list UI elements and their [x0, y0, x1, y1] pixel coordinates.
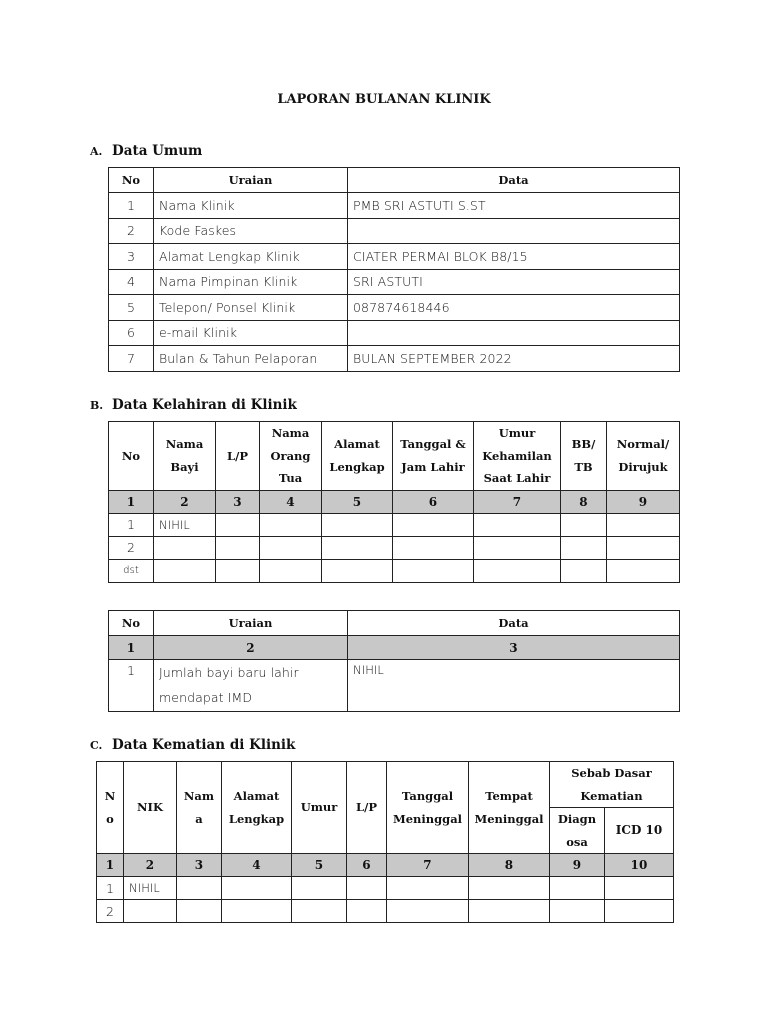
table-row [109, 295, 680, 321]
cell [393, 559, 474, 582]
header-no: No [109, 611, 154, 636]
row-no: 4 [109, 269, 154, 295]
col-number: 4 [222, 854, 292, 877]
cell [347, 900, 387, 923]
cell [322, 513, 393, 536]
header-no: N o [97, 762, 124, 854]
table-row [97, 900, 674, 923]
table-row [109, 320, 680, 346]
table-row [109, 559, 680, 582]
table-row [109, 269, 680, 295]
row-uraian: Telepon/ Ponsel Klinik [154, 295, 348, 321]
row-data: SRI ASTUTI [348, 269, 680, 295]
col-number: 9 [607, 490, 680, 513]
col-number: 9 [550, 854, 605, 877]
row-data: PMB SRI ASTUTI S.ST [348, 193, 680, 219]
header-uraian: Uraian [154, 611, 348, 636]
col-number: 7 [387, 854, 469, 877]
header-tanggal-jam-lahir: Tanggal & Jam Lahir [393, 422, 474, 491]
header-diagnosa: Diagn osa [550, 808, 605, 854]
row-uraian: Nama Klinik [154, 193, 348, 219]
cell [216, 513, 260, 536]
table-header-row [109, 422, 680, 491]
cell [607, 559, 680, 582]
cell [177, 900, 222, 923]
cell [605, 900, 674, 923]
row-no: dst [109, 559, 154, 582]
row-data: 087874618446 [348, 295, 680, 321]
col-number: 1 [97, 854, 124, 877]
section-c-letter: C. [90, 739, 103, 752]
cell [387, 900, 469, 923]
col-number: 2 [154, 490, 216, 513]
column-number-row [97, 854, 674, 877]
report-title: LAPORAN BULANAN KLINIK [277, 92, 491, 107]
cell [393, 513, 474, 536]
cell [292, 877, 347, 900]
row-no: 2 [97, 900, 124, 923]
cell [292, 900, 347, 923]
cell [550, 877, 605, 900]
col-number: 5 [322, 490, 393, 513]
header-data: Data [348, 611, 680, 636]
section-b-heading [90, 397, 297, 413]
imd-table [108, 610, 680, 712]
table-header-row [97, 762, 674, 808]
section-c-title: Data Kematian di Klinik [112, 737, 296, 753]
cell [260, 513, 322, 536]
col-number: 6 [393, 490, 474, 513]
row-data: NIHIL [348, 660, 680, 712]
row-data [348, 320, 680, 346]
header-lp: L/P [216, 422, 260, 491]
cell [474, 536, 561, 559]
col-number: 6 [347, 854, 387, 877]
row-uraian: Bulan & Tahun Pelaporan [154, 346, 348, 372]
cell [322, 559, 393, 582]
col-number: 4 [260, 490, 322, 513]
row-uraian: e-mail Klinik [154, 320, 348, 346]
row-no: 6 [109, 320, 154, 346]
table-row [109, 660, 680, 712]
header-normal-dirujuk: Normal/ Dirujuk [607, 422, 680, 491]
cell [260, 536, 322, 559]
cell [550, 900, 605, 923]
cell [561, 513, 607, 536]
row-uraian: Nama Pimpinan Klinik [154, 269, 348, 295]
row-no: 1 [109, 193, 154, 219]
header-icd10: ICD 10 [605, 808, 674, 854]
row-no: 2 [109, 218, 154, 244]
col-number: 2 [154, 636, 348, 660]
cell [322, 536, 393, 559]
header-bb-tb: BB/ TB [561, 422, 607, 491]
section-a-heading [90, 143, 202, 159]
table-row [109, 193, 680, 219]
row-nama-bayi: NIHIL [154, 513, 216, 536]
header-nama: Nam a [177, 762, 222, 854]
row-no: 5 [109, 295, 154, 321]
col-number: 8 [469, 854, 550, 877]
table-row [109, 536, 680, 559]
row-no: 1 [109, 660, 154, 712]
header-umur-kehamilan: Umur Kehamilan Saat Lahir [474, 422, 561, 491]
table-header-row [109, 168, 680, 193]
header-uraian: Uraian [154, 168, 348, 193]
section-b-letter: B. [90, 399, 104, 412]
table-row [109, 244, 680, 270]
table-row [97, 877, 674, 900]
col-number: 8 [561, 490, 607, 513]
col-number: 10 [605, 854, 674, 877]
col-number: 2 [124, 854, 177, 877]
column-number-row [109, 636, 680, 660]
col-number: 7 [474, 490, 561, 513]
cell [474, 513, 561, 536]
header-lp: L/P [347, 762, 387, 854]
row-no: 1 [97, 877, 124, 900]
cell [561, 536, 607, 559]
cell [216, 559, 260, 582]
row-no: 1 [109, 513, 154, 536]
row-no: 2 [109, 536, 154, 559]
data-kematian-table [96, 761, 674, 923]
col-number: 5 [292, 854, 347, 877]
table-header-row [109, 611, 680, 636]
header-alamat-lengkap: Alamat Lengkap [222, 762, 292, 854]
header-umur: Umur [292, 762, 347, 854]
row-nama-bayi [154, 559, 216, 582]
header-nik: NIK [124, 762, 177, 854]
col-number: 1 [109, 636, 154, 660]
cell [216, 536, 260, 559]
row-no: 7 [109, 346, 154, 372]
row-nik: NIHIL [124, 877, 177, 900]
cell [347, 877, 387, 900]
table-row [109, 513, 680, 536]
header-alamat-lengkap: Alamat Lengkap [322, 422, 393, 491]
cell [469, 900, 550, 923]
row-data: BULAN SEPTEMBER 2022 [348, 346, 680, 372]
section-a-letter: A. [90, 145, 103, 158]
cell [393, 536, 474, 559]
cell [561, 559, 607, 582]
section-c-heading [90, 737, 295, 753]
cell [177, 877, 222, 900]
cell [469, 877, 550, 900]
data-umum-table [108, 167, 680, 372]
table-row [109, 218, 680, 244]
cell [387, 877, 469, 900]
header-nama-bayi: Nama Bayi [154, 422, 216, 491]
row-nik [124, 900, 177, 923]
table-row [109, 346, 680, 372]
header-no: No [109, 168, 154, 193]
section-a-title: Data Umum [112, 143, 203, 159]
row-data: CIATER PERMAI BLOK B8/15 [348, 244, 680, 270]
row-uraian: Alamat Lengkap Klinik [154, 244, 348, 270]
column-number-row [109, 490, 680, 513]
row-uraian: Kode Faskes [154, 218, 348, 244]
cell [607, 536, 680, 559]
cell [605, 877, 674, 900]
col-number: 1 [109, 490, 154, 513]
row-no: 3 [109, 244, 154, 270]
cell [260, 559, 322, 582]
col-number: 3 [348, 636, 680, 660]
col-number: 3 [216, 490, 260, 513]
cell [222, 877, 292, 900]
row-nama-bayi [154, 536, 216, 559]
cell [607, 513, 680, 536]
row-data [348, 218, 680, 244]
cell [222, 900, 292, 923]
data-kelahiran-table [108, 421, 680, 583]
col-number: 3 [177, 854, 222, 877]
header-tanggal-meninggal: Tanggal Meninggal [387, 762, 469, 854]
header-tempat-meninggal: Tempat Meninggal [469, 762, 550, 854]
cell [474, 559, 561, 582]
row-uraian: Jumlah bayi baru lahir mendapat IMD [154, 660, 348, 712]
header-data: Data [348, 168, 680, 193]
header-no: No [109, 422, 154, 491]
header-sebab-dasar-kematian: Sebab Dasar Kematian [550, 762, 674, 808]
section-b-title: Data Kelahiran di Klinik [112, 397, 297, 413]
header-nama-orang-tua: Nama Orang Tua [260, 422, 322, 491]
